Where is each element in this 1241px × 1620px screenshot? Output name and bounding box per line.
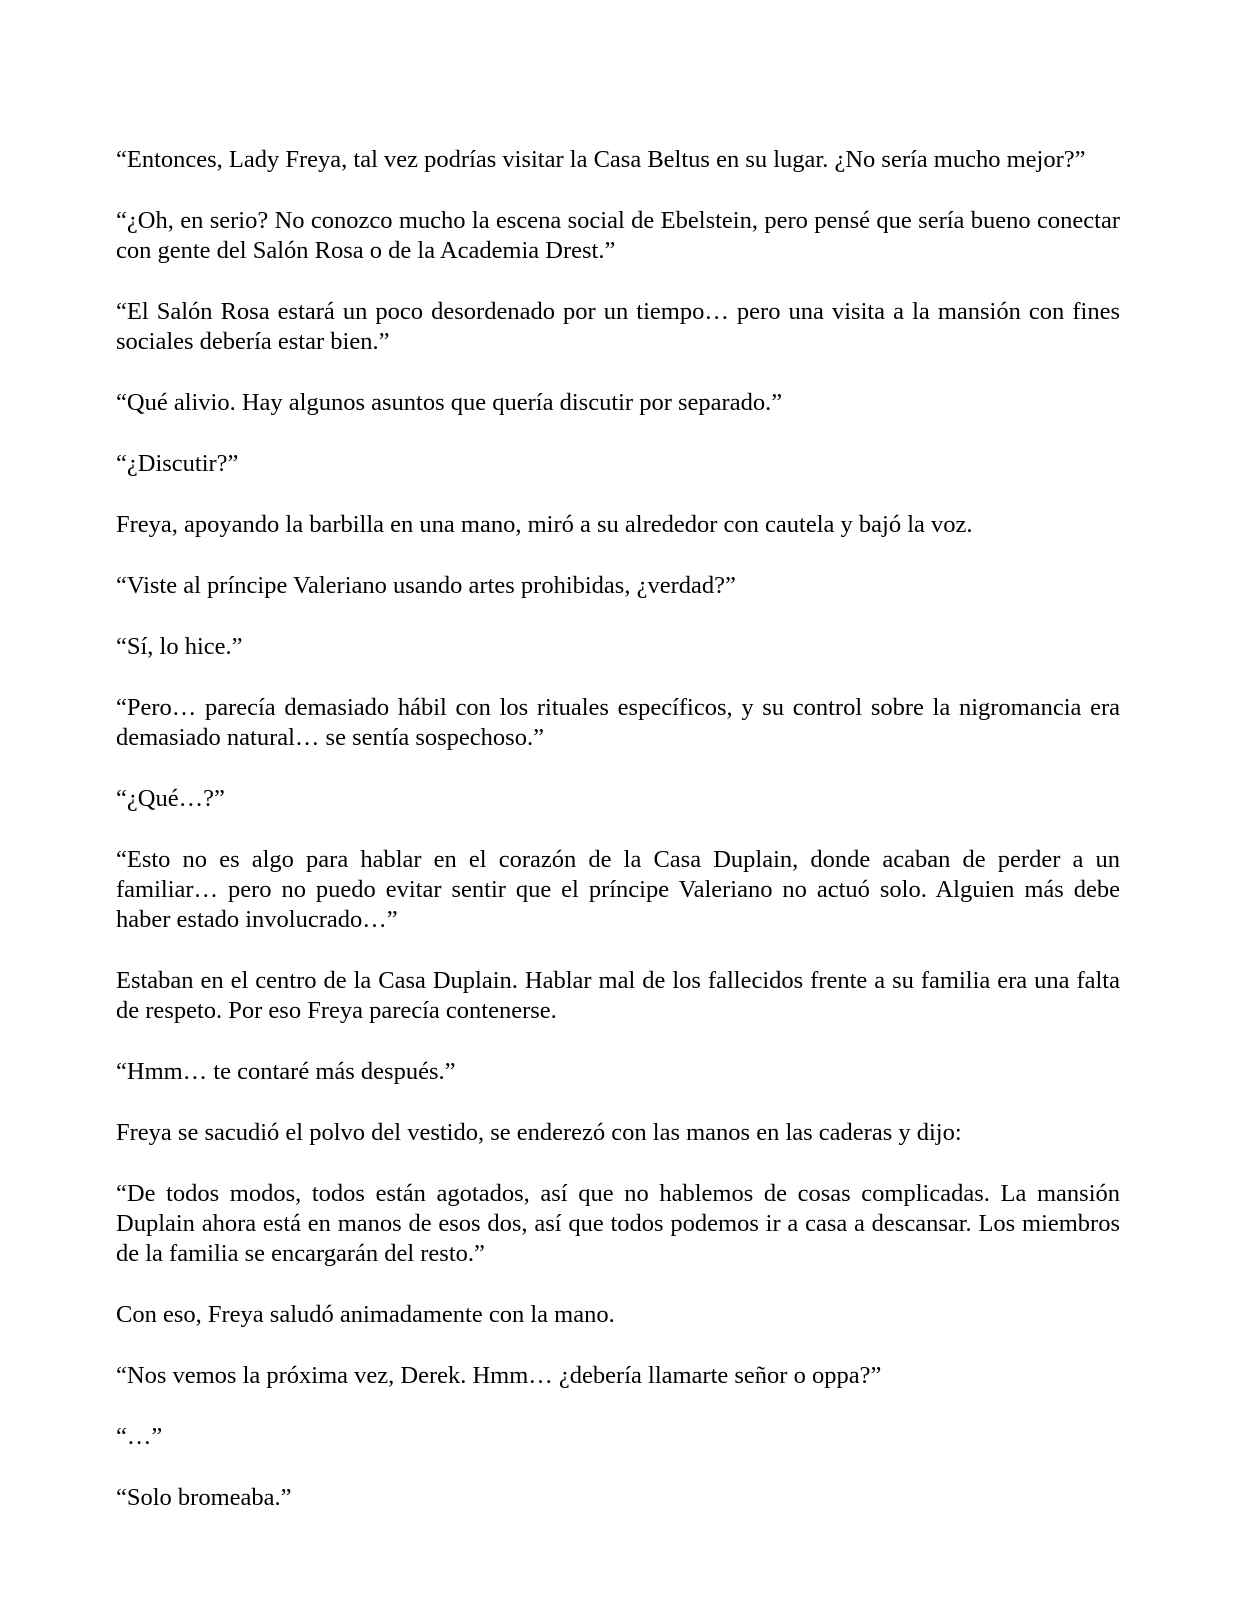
- paragraph-19: “Solo bromeaba.”: [116, 1484, 292, 1511]
- paragraph-3: “El Salón Rosa estará un poco desordenado por un tiempo… pero una visita a la mansión con fines sociales debería estar bien.”: [116, 298, 1120, 355]
- paragraph-13: “Hmm… te contaré más después.”: [116, 1058, 456, 1085]
- paragraph-10: “¿Qué…?”: [116, 785, 225, 812]
- paragraph-11: “Esto no es algo para hablar en el corazón de la Casa Duplain, donde acaban de perder a un familiar… pero no puedo evitar sentir que el príncipe Valeriano no actuó solo. Alguien más debe haber estado involucrado…”: [116, 846, 1120, 933]
- paragraph-2: “¿Oh, en serio? No conozco mucho la escena social de Ebelstein, pero pensé que sería bueno conectar con gente del Salón Rosa o de la Academia Drest.”: [116, 207, 1120, 264]
- paragraph-4: “Qué alivio. Hay algunos asuntos que quería discutir por separado.”: [116, 389, 783, 416]
- document-page: [116, 145, 1120, 1513]
- paragraph-15: “De todos modos, todos están agotados, así que no hablemos de cosas complicadas. La mansión Duplain ahora está en manos de esos dos, así que todos podemos ir a casa a descansar. Los miembros de la familia se encargarán del resto.”: [116, 1180, 1120, 1267]
- paragraph-1: “Entonces, Lady Freya, tal vez podrías visitar la Casa Beltus en su lugar. ¿No sería mucho mejor?”: [116, 146, 1086, 173]
- paragraph-7: “Viste al príncipe Valeriano usando artes prohibidas, ¿verdad?”: [116, 572, 736, 599]
- paragraph-14: Freya se sacudió el polvo del vestido, se enderezó con las manos en las caderas y dijo:: [116, 1119, 962, 1146]
- paragraph-16: Con eso, Freya saludó animadamente con la mano.: [116, 1301, 615, 1328]
- paragraph-17: “Nos vemos la próxima vez, Derek. Hmm… ¿debería llamarte señor o oppa?”: [116, 1362, 882, 1389]
- paragraph-5: “¿Discutir?”: [116, 450, 239, 477]
- paragraph-18: “…”: [116, 1423, 163, 1450]
- paragraph-6: Freya, apoyando la barbilla en una mano, miró a su alrededor con cautela y bajó la voz.: [116, 511, 973, 538]
- paragraph-12: Estaban en el centro de la Casa Duplain. Hablar mal de los fallecidos frente a su familia era una falta de respeto. Por eso Freya parecía contenerse.: [116, 967, 1120, 1024]
- paragraph-8: “Sí, lo hice.”: [116, 633, 243, 660]
- paragraph-9: “Pero… parecía demasiado hábil con los rituales específicos, y su control sobre la nigromancia era demasiado natural… se sentía sospechoso.”: [116, 694, 1120, 751]
